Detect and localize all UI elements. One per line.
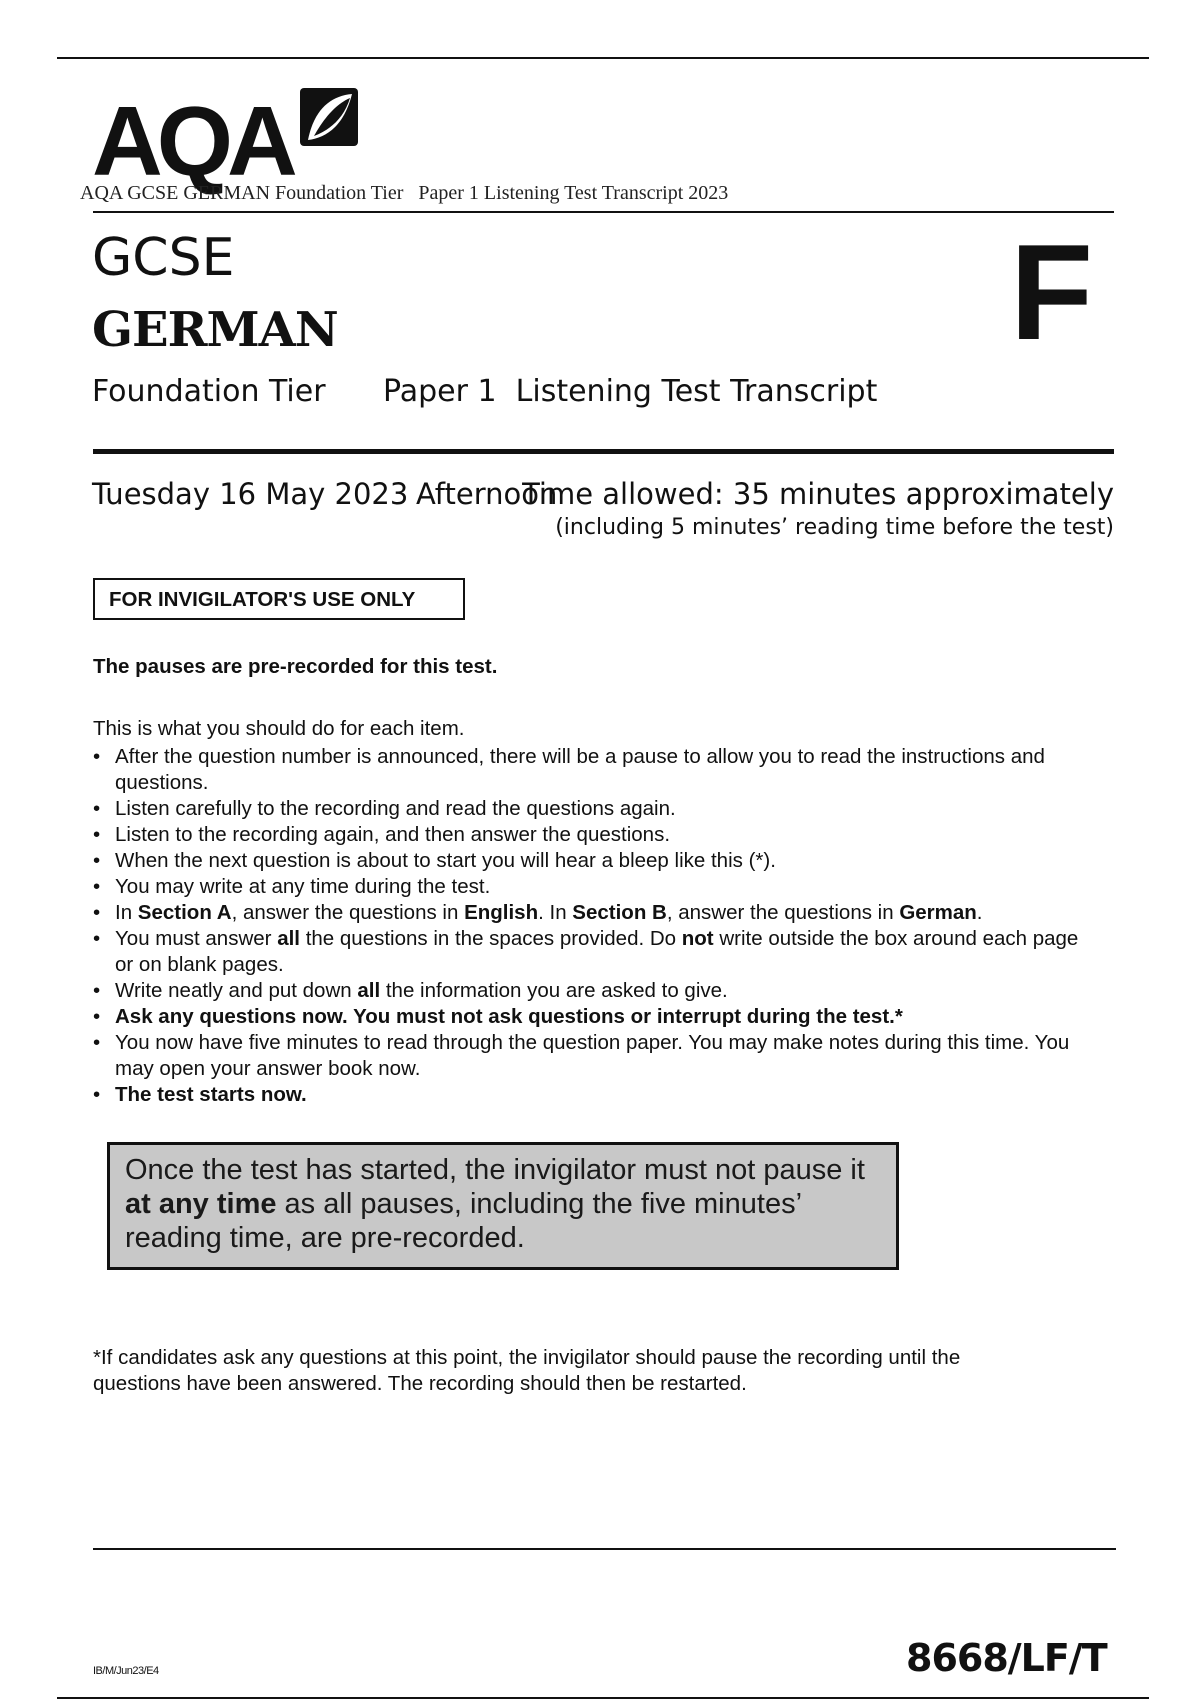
instruction-item [93, 874, 1093, 900]
instruction-item [93, 900, 1093, 926]
instruction-bold-text: Section A [137, 901, 232, 924]
header-rule [93, 211, 1114, 213]
instruction-text: Listen carefully to the recording and read the questions again. [115, 797, 676, 820]
instructions-list [93, 744, 1093, 1108]
footer-reference: IB/M/Jun23/E4 [93, 1665, 159, 1677]
instruction-item [93, 1004, 1093, 1030]
instruction-item [93, 848, 1093, 874]
time-allowed: Time allowed: 35 minutes approximately [522, 477, 1114, 511]
document-subtitle: AQA GCSE GERMAN Foundation Tier Paper 1 Listening Test Transcript 2023 [80, 182, 729, 204]
instruction-item [93, 822, 1093, 848]
pauses-note: The pauses are pre-recorded for this test. [93, 655, 498, 678]
instruction-bold-text: The test starts now. [115, 1083, 307, 1106]
title-rule [93, 449, 1114, 454]
warning-text-part2: as all pauses, including the five minutes’ reading time, are pre-recorded. [125, 1188, 801, 1254]
invigilator-label: FOR INVIGILATOR'S USE ONLY [109, 588, 416, 611]
instruction-text: , answer the questions in [666, 901, 900, 924]
instructions-intro: This is what you should do for each item. [93, 717, 465, 740]
instruction-text: After the question number is announced, there will be a pause to allow you to read the instructions and questions. [115, 745, 1045, 794]
instruction-bold-text: Ask any questions now. You must not ask questions or interrupt during the test.* [115, 1005, 903, 1028]
instruction-text: . [976, 901, 983, 924]
instruction-text: You must answer [115, 927, 278, 950]
instruction-bold-text: all [277, 927, 300, 950]
subject-title: GERMAN [92, 302, 338, 358]
instruction-text: write outside the box around each page or on blank pages. [115, 927, 1079, 976]
instruction-item [93, 978, 1093, 1004]
top-rule [57, 57, 1149, 59]
instruction-text: . In [538, 901, 573, 924]
instruction-text: Write neatly and put down [115, 979, 358, 1002]
warning-text-bold: at any time [125, 1188, 277, 1220]
instruction-text: When the next question is about to start you will hear a bleep like this (*). [115, 849, 776, 872]
instruction-text: Listen to the recording again, and then answer the questions. [115, 823, 671, 846]
invigilator-label-box [93, 578, 465, 620]
instruction-bold-text: not [681, 927, 714, 950]
instruction-text: You may write at any time during the test. [115, 875, 491, 898]
bottom-rule [57, 1697, 1149, 1699]
aqa-logo-leaf-icon [300, 88, 358, 146]
instruction-text: the questions in the spaces provided. Do [300, 927, 682, 950]
footnote: *If candidates ask any questions at this point, the invigilator should pause the recording until the questions have been answered. The recording should then be restarted. [93, 1346, 961, 1395]
instruction-item [93, 796, 1093, 822]
instruction-text: , answer the questions in [231, 901, 465, 924]
tier-letter: F [1010, 216, 1094, 368]
reading-time: (including 5 minutes’ reading time before the test) [555, 515, 1114, 540]
paper-label: Paper 1 Listening Test Transcript [383, 374, 878, 409]
instruction-bold-text: English [464, 901, 539, 924]
instruction-bold-text: German [899, 901, 977, 924]
qualification-title: GCSE [92, 228, 235, 288]
warning-box [107, 1142, 899, 1270]
tier-label: Foundation Tier [92, 374, 326, 409]
instruction-bold-text: all [357, 979, 381, 1002]
exam-date: Tuesday 16 May 2023 [92, 477, 409, 511]
instruction-item [93, 1030, 1093, 1082]
instruction-text: In [115, 901, 138, 924]
instruction-text: the information you are asked to give. [380, 979, 728, 1002]
instruction-item [93, 926, 1093, 978]
warning-text-part1: Once the test has started, the invigilator must not pause it [125, 1154, 865, 1186]
warning-text [125, 1153, 895, 1255]
instruction-text: You now have five minutes to read through the question paper. You may make notes during this time. You may open your answer book now. [115, 1031, 1070, 1080]
footer-rule [93, 1548, 1116, 1550]
exam-session: Afternoon [416, 477, 558, 511]
instruction-item [93, 744, 1093, 796]
aqa-logo: AQA [92, 86, 292, 196]
instruction-item [93, 1082, 1093, 1108]
instruction-bold-text: Section B [572, 901, 667, 924]
paper-code: 8668/LF/T [906, 1636, 1107, 1680]
